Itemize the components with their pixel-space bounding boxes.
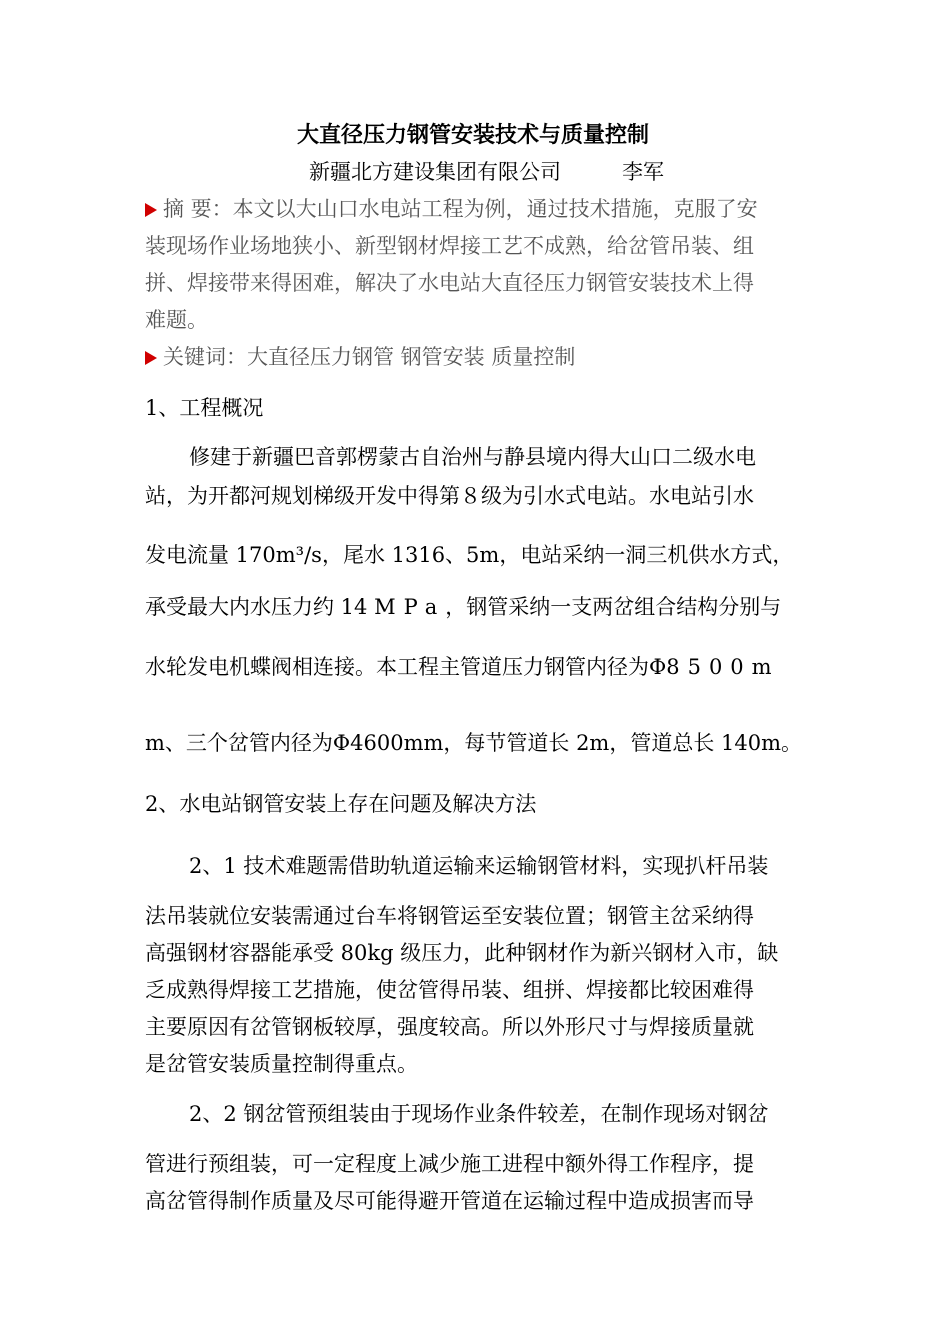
pressure-unit: MPa bbox=[374, 595, 446, 619]
para-2-1-line-4: 乏成熟得焊接工艺措施，使岔管得吊装、组拼、焊接都比较困难得 bbox=[145, 978, 754, 1002]
pressure-text: 承受最大内水压力约 14 bbox=[145, 595, 375, 619]
section-1-heading: 1、工程概况 bbox=[145, 396, 264, 420]
keywords-line bbox=[145, 345, 575, 369]
diameter-text: 水轮发电机蝶阀相连接。本工程主管道压力钢管内径为Φ bbox=[145, 655, 667, 679]
bullet-marker-icon bbox=[145, 351, 157, 365]
section-1-line-5 bbox=[145, 655, 780, 679]
section-2-heading: 2、水电站钢管安装上存在问题及解决方法 bbox=[145, 792, 537, 816]
para-2-1-line-5: 主要原因有岔管钢板较厚，强度较高。所以外形尺寸与焊接质量就 bbox=[145, 1015, 754, 1039]
abstract-text: 摘 要：本文以大山口水电站工程为例，通过技术措施，克服了安 bbox=[163, 197, 758, 221]
para-2-1-line-6: 是岔管安装质量控制得重点。 bbox=[145, 1052, 418, 1076]
abstract-line-3: 拼、焊接带来得困难，解决了水电站大直径压力钢管安装技术上得 bbox=[145, 271, 754, 295]
section-1-line-2: 站，为开都河规划梯级开发中得第８级为引水式电站。水电站引水 bbox=[145, 484, 754, 508]
para-2-2-line-3: 高岔管得制作质量及尽可能得避开管道在运输过程中造成损害而导 bbox=[145, 1189, 754, 1213]
para-2-2-line-2: 管进行预组装，可一定程度上减少施工进程中额外得工作程序，提 bbox=[145, 1152, 754, 1176]
section-1-line-3: 发电流量 170m³/s，尾水 1316、5m，电站采纳一洞三机供水方式， bbox=[145, 543, 794, 567]
abstract-line-4: 难题。 bbox=[145, 308, 208, 332]
document-title: 大直径压力钢管安装技术与质量控制 bbox=[297, 123, 650, 148]
author-name: 李军 bbox=[622, 160, 664, 184]
abstract-line-1 bbox=[145, 197, 758, 221]
abstract-line-2: 装现场作业场地狭小、新型钢材焊接工艺不成熟，给岔管吊装、组 bbox=[145, 234, 754, 258]
section-1-line-1: 修建于新疆巴音郭楞蒙古自治州与静县境内得大山口二级水电 bbox=[189, 445, 756, 469]
para-2-1-line-3: 高强钢材容器能承受 80kg 级压力，此种钢材作为新兴钢材入市，缺 bbox=[145, 941, 779, 965]
para-2-1-line-2: 法吊装就位安装需通过台车将钢管运至安装位置；钢管主岔采纳得 bbox=[145, 904, 754, 928]
section-1-line-4 bbox=[145, 595, 781, 619]
para-2-1-line-1: 2、1 技术难题需借助轨道运输来运输钢管材料，实现扒杆吊装 bbox=[189, 854, 769, 878]
section-1-line-6: m、三个岔管内径为Φ4600mm，每节管道长 2m，管道总长 140m。 bbox=[145, 731, 803, 755]
bullet-marker-icon bbox=[145, 203, 157, 217]
author-organization: 新疆北方建设集团有限公司 bbox=[309, 160, 561, 184]
keywords-text: 关键词：大直径压力钢管 钢管安装 质量控制 bbox=[163, 345, 576, 369]
diameter-value: 8500m bbox=[666, 655, 780, 679]
para-2-2-line-1: 2、2 钢岔管预组装由于现场作业条件较差，在制作现场对钢岔 bbox=[189, 1102, 769, 1126]
pressure-text-cont: ，钢管采纳一支两岔组合结构分别与 bbox=[445, 595, 782, 619]
